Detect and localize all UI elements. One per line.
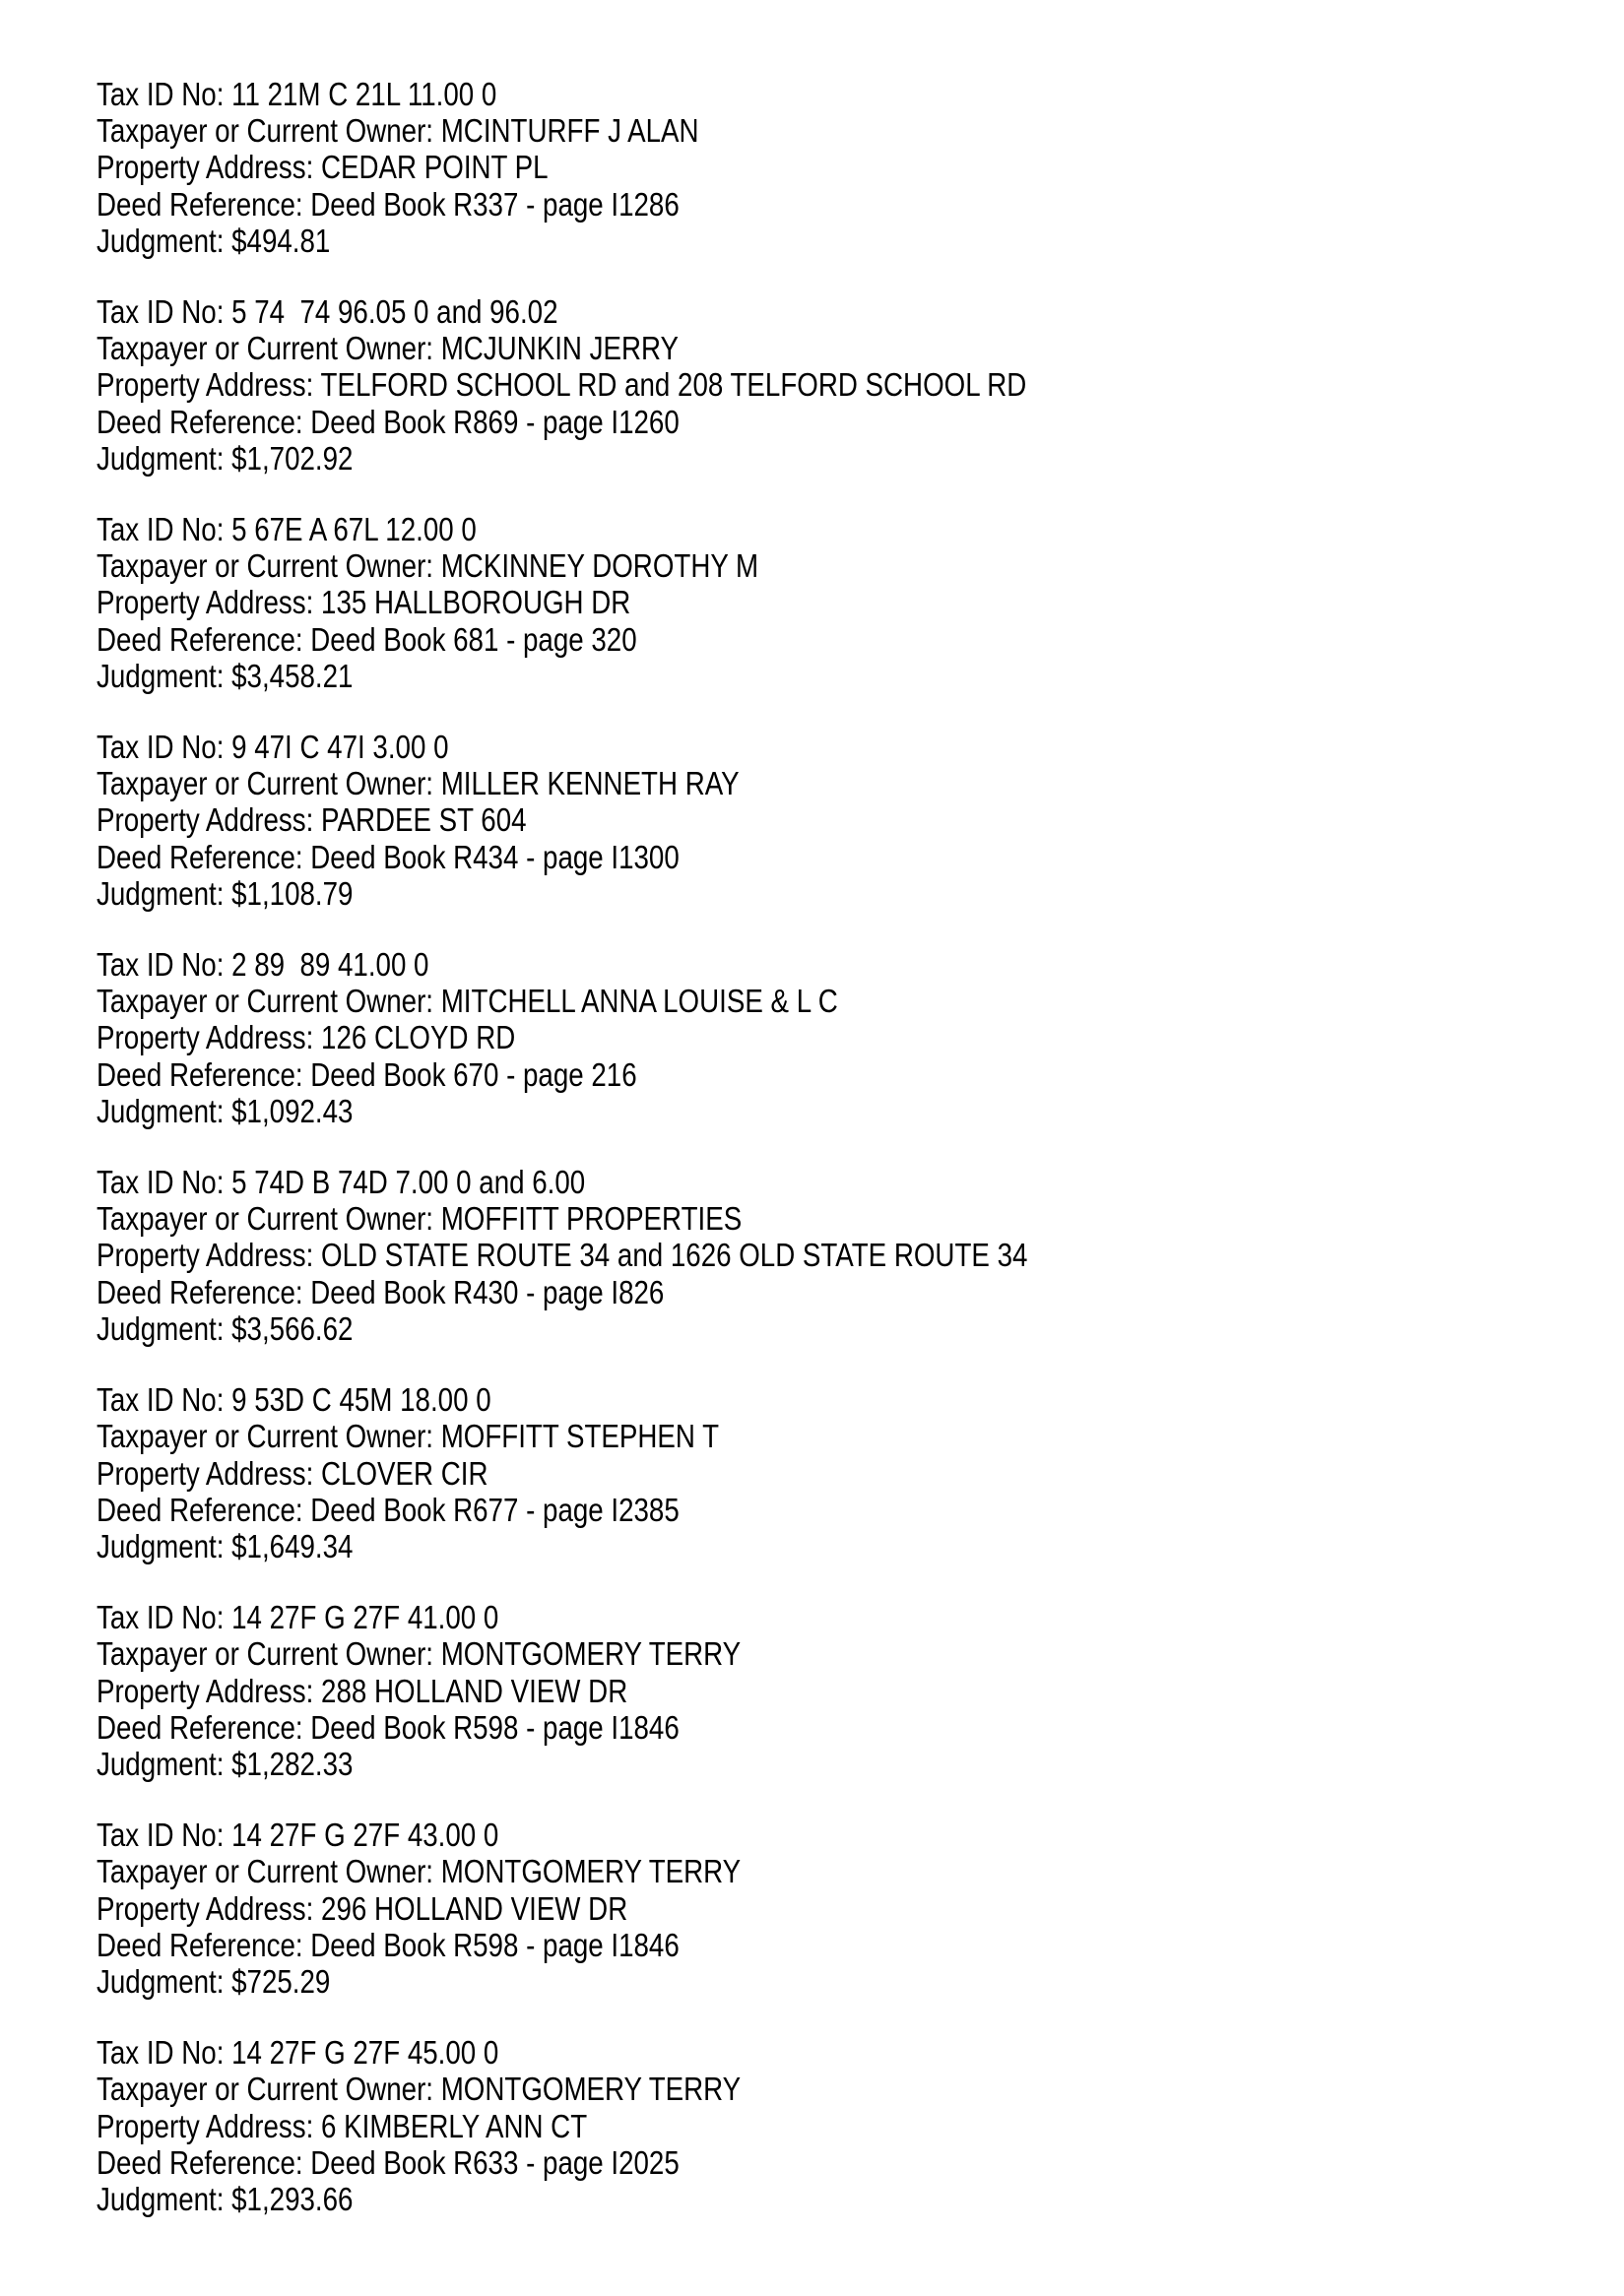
tax-record [97, 511, 1296, 694]
deed-label: Deed Reference: [97, 1491, 303, 1528]
address-line [97, 366, 1296, 403]
tax-id-line [97, 2034, 1296, 2071]
address-label: Property Address: [97, 366, 314, 404]
owner-value: MONTGOMERY TERRY [440, 1635, 742, 1673]
address-value: OLD STATE ROUTE 34 and 1626 OLD STATE ROUTE 34 [321, 1237, 1028, 1274]
deed-value: Deed Book 681 - page 320 [310, 620, 637, 658]
address-label: Property Address: [97, 1889, 314, 1927]
deed-label: Deed Reference: [97, 1055, 303, 1093]
tax-id-label: Tax ID No: [97, 1381, 225, 1419]
judgment-label: Judgment: [97, 1745, 225, 1782]
deed-label: Deed Reference: [97, 2143, 303, 2181]
deed-label: Deed Reference: [97, 838, 303, 875]
judgment-value: $1,649.34 [231, 1527, 354, 1564]
tax-id-line [97, 729, 1296, 765]
owner-label: Taxpayer or Current Owner: [97, 1200, 434, 1238]
deed-line [97, 1056, 1296, 1093]
owner-value: MOFFITT STEPHEN T [440, 1418, 720, 1455]
tax-id-value: 2 89 89 41.00 0 [231, 946, 429, 984]
judgment-value: $3,566.62 [231, 1309, 354, 1347]
address-value: CLOVER CIR [321, 1454, 488, 1492]
address-value: CEDAR POINT PL [321, 149, 549, 186]
owner-value: MONTGOMERY TERRY [440, 2071, 742, 2108]
tax-id-label: Tax ID No: [97, 511, 225, 548]
owner-label: Taxpayer or Current Owner: [97, 983, 434, 1020]
address-value: 288 HOLLAND VIEW DR [321, 1672, 628, 1709]
tax-id-value: 5 74 74 96.05 0 and 96.02 [231, 293, 558, 331]
owner-value: MCKINNEY DOROTHY M [440, 547, 759, 585]
deed-line [97, 1274, 1296, 1310]
owner-value: MCJUNKIN JERRY [440, 330, 680, 367]
judgment-line [97, 1093, 1296, 1129]
judgment-label: Judgment: [97, 2180, 225, 2217]
deed-value: Deed Book 670 - page 216 [310, 1055, 637, 1093]
judgment-label: Judgment: [97, 1527, 225, 1564]
tax-record [97, 1599, 1296, 1782]
owner-label: Taxpayer or Current Owner: [97, 1853, 434, 1890]
tax-id-line [97, 1817, 1296, 1853]
judgment-line [97, 658, 1296, 694]
deed-label: Deed Reference: [97, 185, 303, 223]
address-label: Property Address: [97, 1672, 314, 1709]
owner-label: Taxpayer or Current Owner: [97, 330, 434, 367]
judgment-line [97, 2181, 1296, 2217]
address-label: Property Address: [97, 801, 314, 839]
tax-record [97, 293, 1296, 477]
tax-id-value: 5 74D B 74D 7.00 0 and 6.00 [231, 1164, 586, 1201]
deed-line [97, 1492, 1296, 1528]
judgment-label: Judgment: [97, 874, 225, 912]
owner-label: Taxpayer or Current Owner: [97, 1635, 434, 1673]
tax-id-line [97, 1599, 1296, 1635]
owner-line [97, 330, 1296, 366]
address-value: 296 HOLLAND VIEW DR [321, 1889, 628, 1927]
owner-value: MITCHELL ANNA LOUISE & L C [440, 983, 838, 1020]
tax-sale-listing [97, 76, 1296, 2252]
judgment-label: Judgment: [97, 222, 225, 259]
tax-id-label: Tax ID No: [97, 1817, 225, 1854]
owner-line [97, 1853, 1296, 1889]
deed-value: Deed Book R677 - page I2385 [310, 1491, 680, 1528]
tax-id-value: 11 21M C 21L 11.00 0 [231, 76, 497, 112]
tax-id-line [97, 1164, 1296, 1200]
tax-record [97, 1817, 1296, 2000]
address-line [97, 584, 1296, 620]
deed-line [97, 404, 1296, 440]
tax-id-line [97, 76, 1296, 112]
address-value: 6 KIMBERLY ANN CT [321, 2107, 588, 2144]
address-line [97, 801, 1296, 838]
tax-id-label: Tax ID No: [97, 1164, 225, 1201]
judgment-value: $1,282.33 [231, 1745, 354, 1782]
judgment-value: $3,458.21 [231, 657, 354, 694]
tax-id-value: 9 53D C 45M 18.00 0 [231, 1381, 491, 1419]
tax-record [97, 2034, 1296, 2217]
tax-id-value: 14 27F G 27F 43.00 0 [231, 1817, 499, 1854]
deed-line [97, 621, 1296, 658]
tax-id-line [97, 946, 1296, 983]
judgment-value: $1,702.92 [231, 439, 354, 477]
judgment-value: $1,293.66 [231, 2180, 354, 2217]
deed-value: Deed Book R434 - page I1300 [310, 838, 680, 875]
owner-line [97, 1635, 1296, 1672]
tax-record [97, 76, 1296, 259]
deed-line [97, 1927, 1296, 1963]
tax-id-label: Tax ID No: [97, 946, 225, 984]
address-label: Property Address: [97, 1019, 314, 1056]
tax-record [97, 946, 1296, 1129]
address-label: Property Address: [97, 1454, 314, 1492]
owner-value: MOFFITT PROPERTIES [440, 1200, 743, 1238]
judgment-value: $494.81 [231, 222, 331, 259]
deed-line [97, 839, 1296, 875]
owner-line [97, 2071, 1296, 2107]
tax-id-value: 14 27F G 27F 41.00 0 [231, 1599, 499, 1636]
judgment-label: Judgment: [97, 1962, 225, 2000]
tax-id-label: Tax ID No: [97, 293, 225, 331]
address-line [97, 149, 1296, 185]
judgment-label: Judgment: [97, 439, 225, 477]
deed-line [97, 186, 1296, 223]
tax-id-label: Tax ID No: [97, 1599, 225, 1636]
deed-value: Deed Book R633 - page I2025 [310, 2143, 680, 2181]
address-line [97, 1673, 1296, 1709]
owner-line [97, 1200, 1296, 1237]
judgment-line [97, 440, 1296, 477]
address-line [97, 1237, 1296, 1273]
address-value: PARDEE ST 604 [321, 801, 527, 839]
judgment-label: Judgment: [97, 657, 225, 694]
owner-value: MILLER KENNETH RAY [440, 765, 740, 802]
deed-label: Deed Reference: [97, 1273, 303, 1310]
address-value: 126 CLOYD RD [321, 1019, 516, 1056]
judgment-line [97, 1746, 1296, 1782]
tax-id-value: 9 47I C 47I 3.00 0 [231, 729, 449, 766]
deed-label: Deed Reference: [97, 620, 303, 658]
address-value: TELFORD SCHOOL RD and 208 TELFORD SCHOOL RD [320, 366, 1027, 404]
owner-line [97, 765, 1296, 801]
address-label: Property Address: [97, 584, 314, 621]
owner-label: Taxpayer or Current Owner: [97, 765, 434, 802]
deed-value: Deed Book R430 - page I826 [310, 1273, 665, 1310]
tax-id-line [97, 511, 1296, 547]
tax-record [97, 729, 1296, 912]
tax-record [97, 1381, 1296, 1564]
judgment-line [97, 1528, 1296, 1564]
judgment-line [97, 1310, 1296, 1347]
address-value: 135 HALLBOROUGH DR [321, 584, 631, 621]
tax-id-line [97, 1381, 1296, 1418]
deed-label: Deed Reference: [97, 1926, 303, 1963]
owner-value: MONTGOMERY TERRY [440, 1853, 742, 1890]
address-label: Property Address: [97, 1237, 314, 1274]
deed-line [97, 2144, 1296, 2181]
tax-id-label: Tax ID No: [97, 76, 225, 112]
address-label: Property Address: [97, 149, 314, 186]
judgment-value: $725.29 [231, 1962, 331, 2000]
owner-line [97, 983, 1296, 1019]
tax-id-value: 14 27F G 27F 45.00 0 [231, 2034, 499, 2072]
owner-line [97, 547, 1296, 584]
deed-label: Deed Reference: [97, 1708, 303, 1746]
judgment-line [97, 875, 1296, 912]
judgment-label: Judgment: [97, 1092, 225, 1129]
judgment-value: $1,108.79 [231, 874, 354, 912]
deed-value: Deed Book R598 - page I1846 [310, 1926, 680, 1963]
owner-label: Taxpayer or Current Owner: [97, 112, 434, 150]
address-line [97, 1455, 1296, 1492]
address-line [97, 2108, 1296, 2144]
address-line [97, 1019, 1296, 1055]
deed-label: Deed Reference: [97, 403, 303, 440]
tax-id-value: 5 67E A 67L 12.00 0 [231, 511, 477, 548]
owner-label: Taxpayer or Current Owner: [97, 1418, 434, 1455]
owner-value: MCINTURFF J ALAN [440, 112, 699, 150]
address-label: Property Address: [97, 2107, 314, 2144]
owner-label: Taxpayer or Current Owner: [97, 2071, 434, 2108]
tax-id-label: Tax ID No: [97, 729, 225, 766]
tax-id-label: Tax ID No: [97, 2034, 225, 2072]
judgment-line [97, 1963, 1296, 2000]
judgment-label: Judgment: [97, 1309, 225, 1347]
judgment-line [97, 223, 1296, 259]
owner-label: Taxpayer or Current Owner: [97, 547, 434, 585]
deed-value: Deed Book R337 - page I1286 [310, 185, 680, 223]
judgment-value: $1,092.43 [231, 1092, 354, 1129]
deed-value: Deed Book R869 - page I1260 [310, 403, 680, 440]
owner-line [97, 112, 1296, 149]
tax-record [97, 1164, 1296, 1347]
owner-line [97, 1418, 1296, 1454]
tax-id-line [97, 293, 1296, 330]
address-line [97, 1890, 1296, 1927]
deed-line [97, 1709, 1296, 1746]
deed-value: Deed Book R598 - page I1846 [310, 1708, 680, 1746]
